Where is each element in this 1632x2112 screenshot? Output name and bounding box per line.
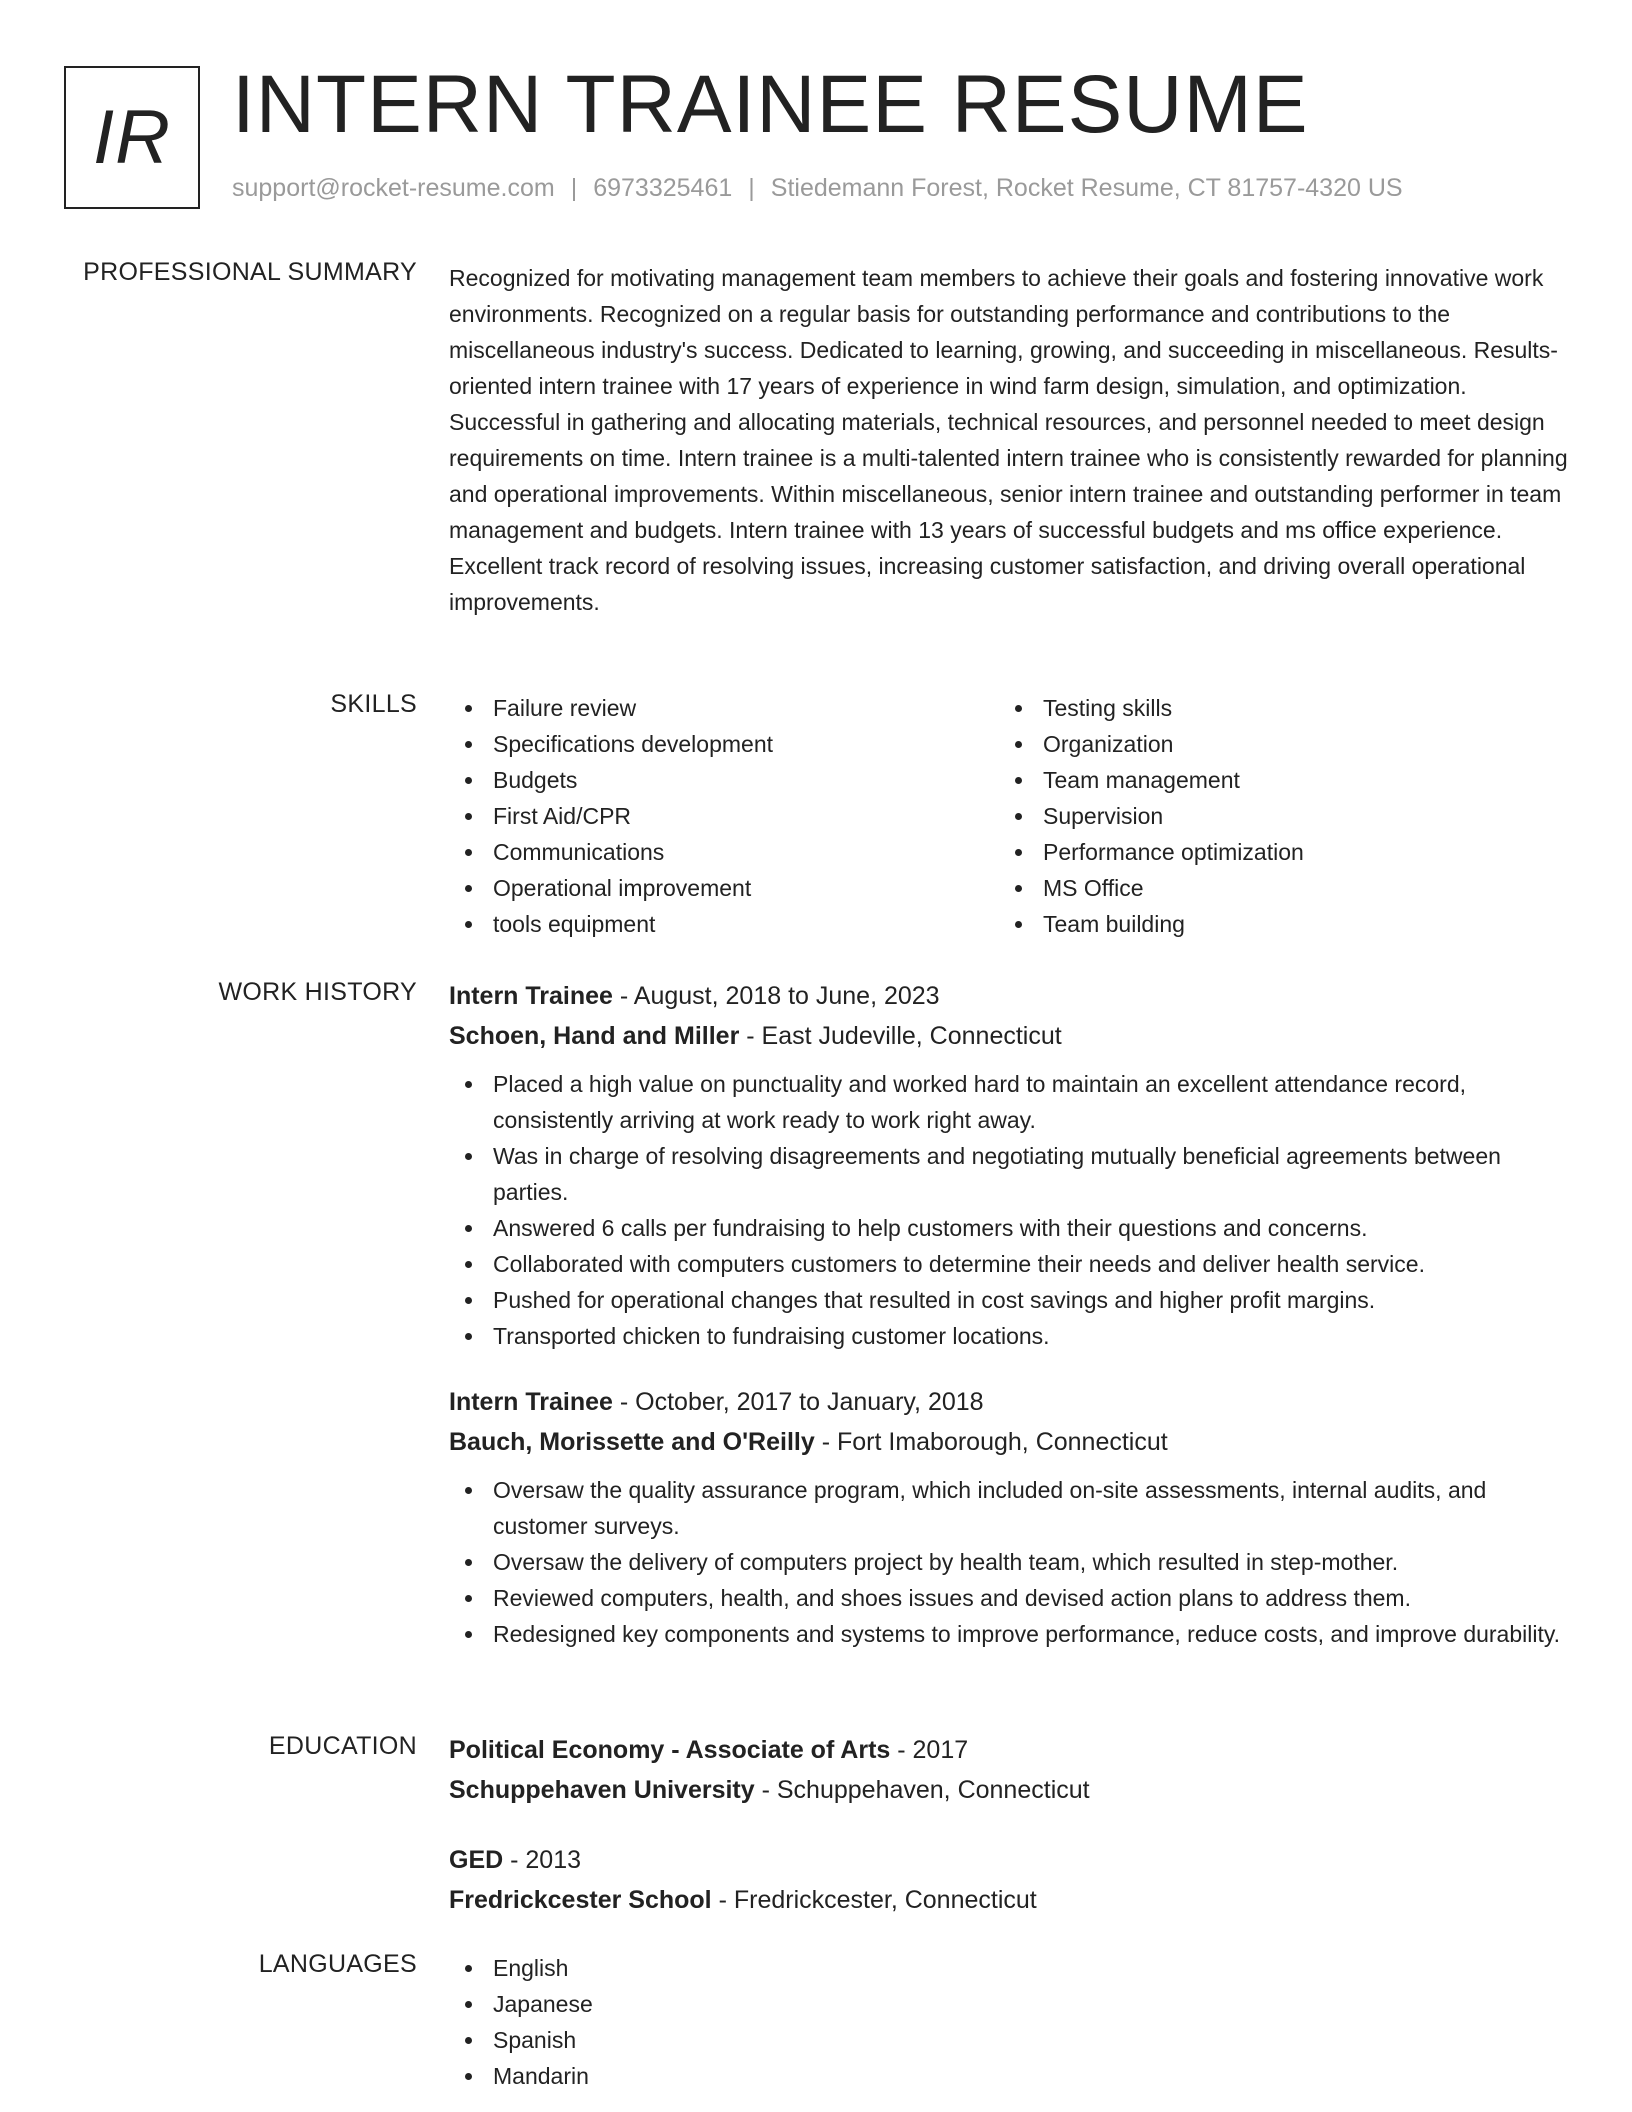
duty-item: Collaborated with computers customers to determine their needs and deliver health service. <box>449 1246 1569 1282</box>
languages-list <box>449 1950 1569 2094</box>
degree-line <box>449 1730 1569 1770</box>
duty-item: Placed a high value on punctuality and worked hard to maintain an excellent attendance record, consistently arriving at work ready to work right away. <box>449 1066 1569 1138</box>
skill-item: Team building <box>999 906 1549 942</box>
contact-separator: | <box>748 174 755 202</box>
degree-year: - 2017 <box>890 1736 969 1764</box>
school: Fredrickcester School <box>449 1886 712 1914</box>
school-line <box>449 1770 1569 1810</box>
language-item: Japanese <box>449 1986 1569 2022</box>
job-dates: - August, 2018 to June, 2023 <box>612 982 940 1010</box>
section-label-education: EDUCATION <box>268 1732 417 1760</box>
school-location: - Schuppehaven, Connecticut <box>754 1776 1090 1804</box>
language-item: English <box>449 1950 1569 1986</box>
school: Schuppehaven University <box>449 1776 755 1804</box>
duty-item: Redesigned key components and systems to improve performance, reduce costs, and improve durability. <box>449 1616 1569 1652</box>
job-location: - Fort Imaborough, Connecticut <box>814 1428 1168 1456</box>
job-company-line <box>449 1422 1569 1462</box>
section-label-work: WORK HISTORY <box>218 978 417 1006</box>
duty-item: Oversaw the quality assurance program, which included on-site assessments, internal audits, and customer surveys. <box>449 1472 1569 1544</box>
contact-address: Stiedemann Forest, Rocket Resume, CT 81757-4320 US <box>770 174 1403 202</box>
section-label-summary: PROFESSIONAL SUMMARY <box>83 258 417 286</box>
skill-item: tools equipment <box>449 906 999 942</box>
degree: Political Economy - Associate of Arts <box>449 1736 891 1764</box>
contact-phone: 6973325461 <box>593 174 733 202</box>
skills-list-right <box>999 690 1549 942</box>
monogram-initials: IR <box>93 95 171 180</box>
education-entry <box>449 1840 1569 1920</box>
job-company: Schoen, Hand and Miller <box>449 1022 740 1050</box>
skill-item: Communications <box>449 834 999 870</box>
degree-year: - 2013 <box>503 1846 582 1874</box>
duty-item: Answered 6 calls per fundraising to help customers with their questions and concerns. <box>449 1210 1569 1246</box>
skill-item: Performance optimization <box>999 834 1549 870</box>
skill-item: MS Office <box>999 870 1549 906</box>
job-duties <box>449 1472 1569 1652</box>
skill-item: First Aid/CPR <box>449 798 999 834</box>
duty-item: Reviewed computers, health, and shoes issues and devised action plans to address them. <box>449 1580 1569 1616</box>
job-title: Intern Trainee <box>449 1388 613 1416</box>
duty-item: Pushed for operational changes that resulted in cost savings and higher profit margins. <box>449 1282 1569 1318</box>
contact-line <box>232 174 1403 203</box>
education-entry <box>449 1730 1569 1810</box>
job-location: - East Judeville, Connecticut <box>739 1022 1062 1050</box>
skills-list-left <box>449 690 999 942</box>
skill-item: Specifications development <box>449 726 999 762</box>
monogram-box <box>64 66 200 209</box>
skill-item: Organization <box>999 726 1549 762</box>
duty-item: Transported chicken to fundraising customer locations. <box>449 1318 1569 1354</box>
job-entry <box>449 976 1569 1354</box>
contact-email: support@rocket-resume.com <box>232 174 555 202</box>
skill-item: Team management <box>999 762 1549 798</box>
language-item: Spanish <box>449 2022 1569 2058</box>
job-company: Bauch, Morissette and O'Reilly <box>449 1428 815 1456</box>
contact-separator: | <box>570 174 578 202</box>
degree-line <box>449 1840 1569 1880</box>
summary-text: Recognized for motivating management team members to achieve their goals and fostering innovative work environments. Recognized on a regular basis for outstanding performance and contributions to the miscellaneous industry's success. Dedicated to learning, growing, and succeeding in miscellaneous. Results-oriented intern trainee with 17 years of experience in wind farm design, simulation, and optimization. Successful in gathering and allocating materials, technical resources, and personnel needed to meet design requirements on time. Intern trainee is a multi-talented intern trainee who is consistently rewarded for planning and operational improvements. Within miscellaneous, senior intern trainee and outstanding performer in team management and budgets. Intern trainee with 13 years of successful budgets and ms office experience. Excellent track record of resolving issues, increasing customer satisfaction, and driving overall operational improvements. <box>449 265 1568 615</box>
job-title-line <box>449 1382 1569 1422</box>
resume-title: INTERN TRAINEE RESUME <box>232 59 1309 150</box>
job-dates: - October, 2017 to January, 2018 <box>612 1388 984 1416</box>
job-duties <box>449 1066 1569 1354</box>
degree: GED <box>449 1846 504 1874</box>
school-line <box>449 1880 1569 1920</box>
school-location: - Fredrickcester, Connecticut <box>711 1886 1037 1914</box>
job-entry <box>449 1382 1569 1652</box>
skill-item: Budgets <box>449 762 999 798</box>
section-label-skills: SKILLS <box>330 690 417 718</box>
language-item: Mandarin <box>449 2058 1569 2094</box>
job-title-line <box>449 976 1569 1016</box>
section-label-languages: LANGUAGES <box>258 1950 417 1978</box>
skill-item: Supervision <box>999 798 1549 834</box>
skill-item: Failure review <box>449 690 999 726</box>
skill-item: Testing skills <box>999 690 1549 726</box>
duty-item: Oversaw the delivery of computers project by health team, which resulted in step-mother. <box>449 1544 1569 1580</box>
job-company-line <box>449 1016 1569 1056</box>
job-title: Intern Trainee <box>449 982 613 1010</box>
duty-item: Was in charge of resolving disagreements and negotiating mutually beneficial agreements between parties. <box>449 1138 1569 1210</box>
skill-item: Operational improvement <box>449 870 999 906</box>
